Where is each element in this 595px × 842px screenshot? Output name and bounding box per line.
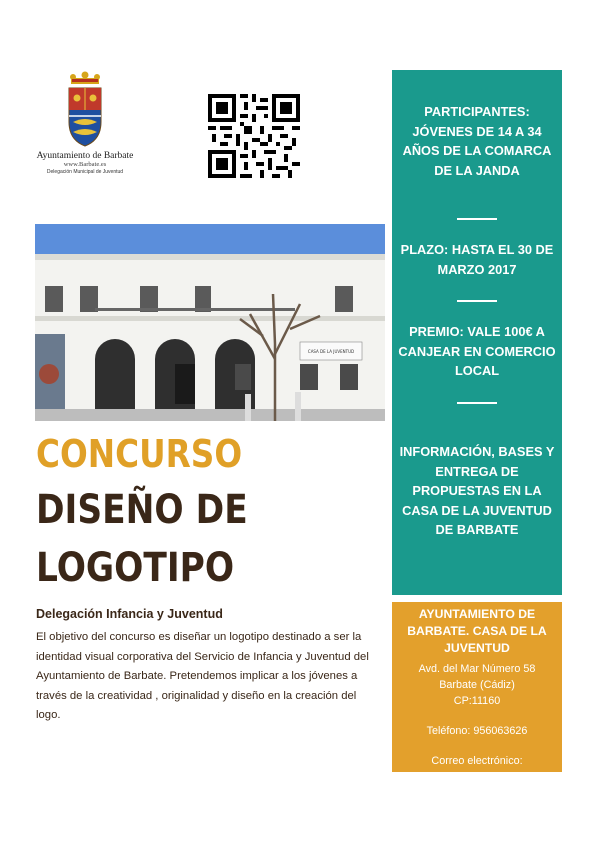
headline-diseno: DISEÑO DE: [36, 487, 248, 533]
email-link[interactable]: juventud@barbate.es: [425, 771, 529, 783]
address-city: Barbate (Cádiz): [439, 679, 515, 691]
building-photo: [35, 224, 385, 421]
contact-panel: [392, 602, 562, 783]
delegation-text: Delegación Municipal de Juventud: [46, 169, 124, 175]
deadline-text: PLAZO: HASTA EL 30 DE MARZO 2017: [400, 242, 554, 277]
separator: [457, 218, 497, 220]
qr-code-icon: [208, 94, 300, 178]
headline-logotipo: LOGOTIPO: [36, 545, 235, 591]
subheading: Delegación Infancia y Juventud: [36, 607, 223, 621]
description-paragraph: El objetivo del concurso es diseñar un logotipo destinado a ser la identidad visual corporativa del Servicio de Infancia y Juventud del Ayuntamiento de Barbate. Pretendemos implicar a los jóvenes a través de la creatividad , originalidad y diseño en la creación del logo.: [36, 631, 369, 721]
info-panel: [392, 70, 562, 595]
participants-text: PARTICIPANTES: JÓVENES DE 14 A 34 AÑOS DE LA COMARCA DE LA JANDA: [402, 104, 552, 178]
address-line: Avd. del Mar Número 58: [418, 663, 536, 675]
contact-title: AYUNTAMIENTO DE BARBATE. CASA DE LA JUVENTUD: [407, 607, 547, 655]
separator: [457, 300, 497, 302]
prize-text: PREMIO: VALE 100€ A CANJEAR EN COMERCIO LOCAL: [398, 324, 556, 378]
municipal-logo: [30, 70, 140, 190]
postal-code: CP:11160: [453, 695, 501, 707]
email-label: Correo electrónico:: [431, 755, 523, 767]
coat-of-arms-icon: [63, 70, 107, 148]
website-text: www.Barbate.es: [63, 161, 107, 168]
separator: [457, 402, 497, 404]
information-text: INFORMACIÓN, BASES Y ENTREGA DE PROPUESTAS EN LA CASA DE LA JUVENTUD DE BARBATE: [399, 444, 555, 537]
building-sign-text: CASA DE LA JUVENTUD: [307, 349, 355, 354]
phone-text: Teléfono: 956063626: [426, 725, 528, 737]
headline-concurso: CONCURSO: [36, 432, 243, 476]
org-name: Ayuntamiento de Barbate: [36, 151, 134, 161]
